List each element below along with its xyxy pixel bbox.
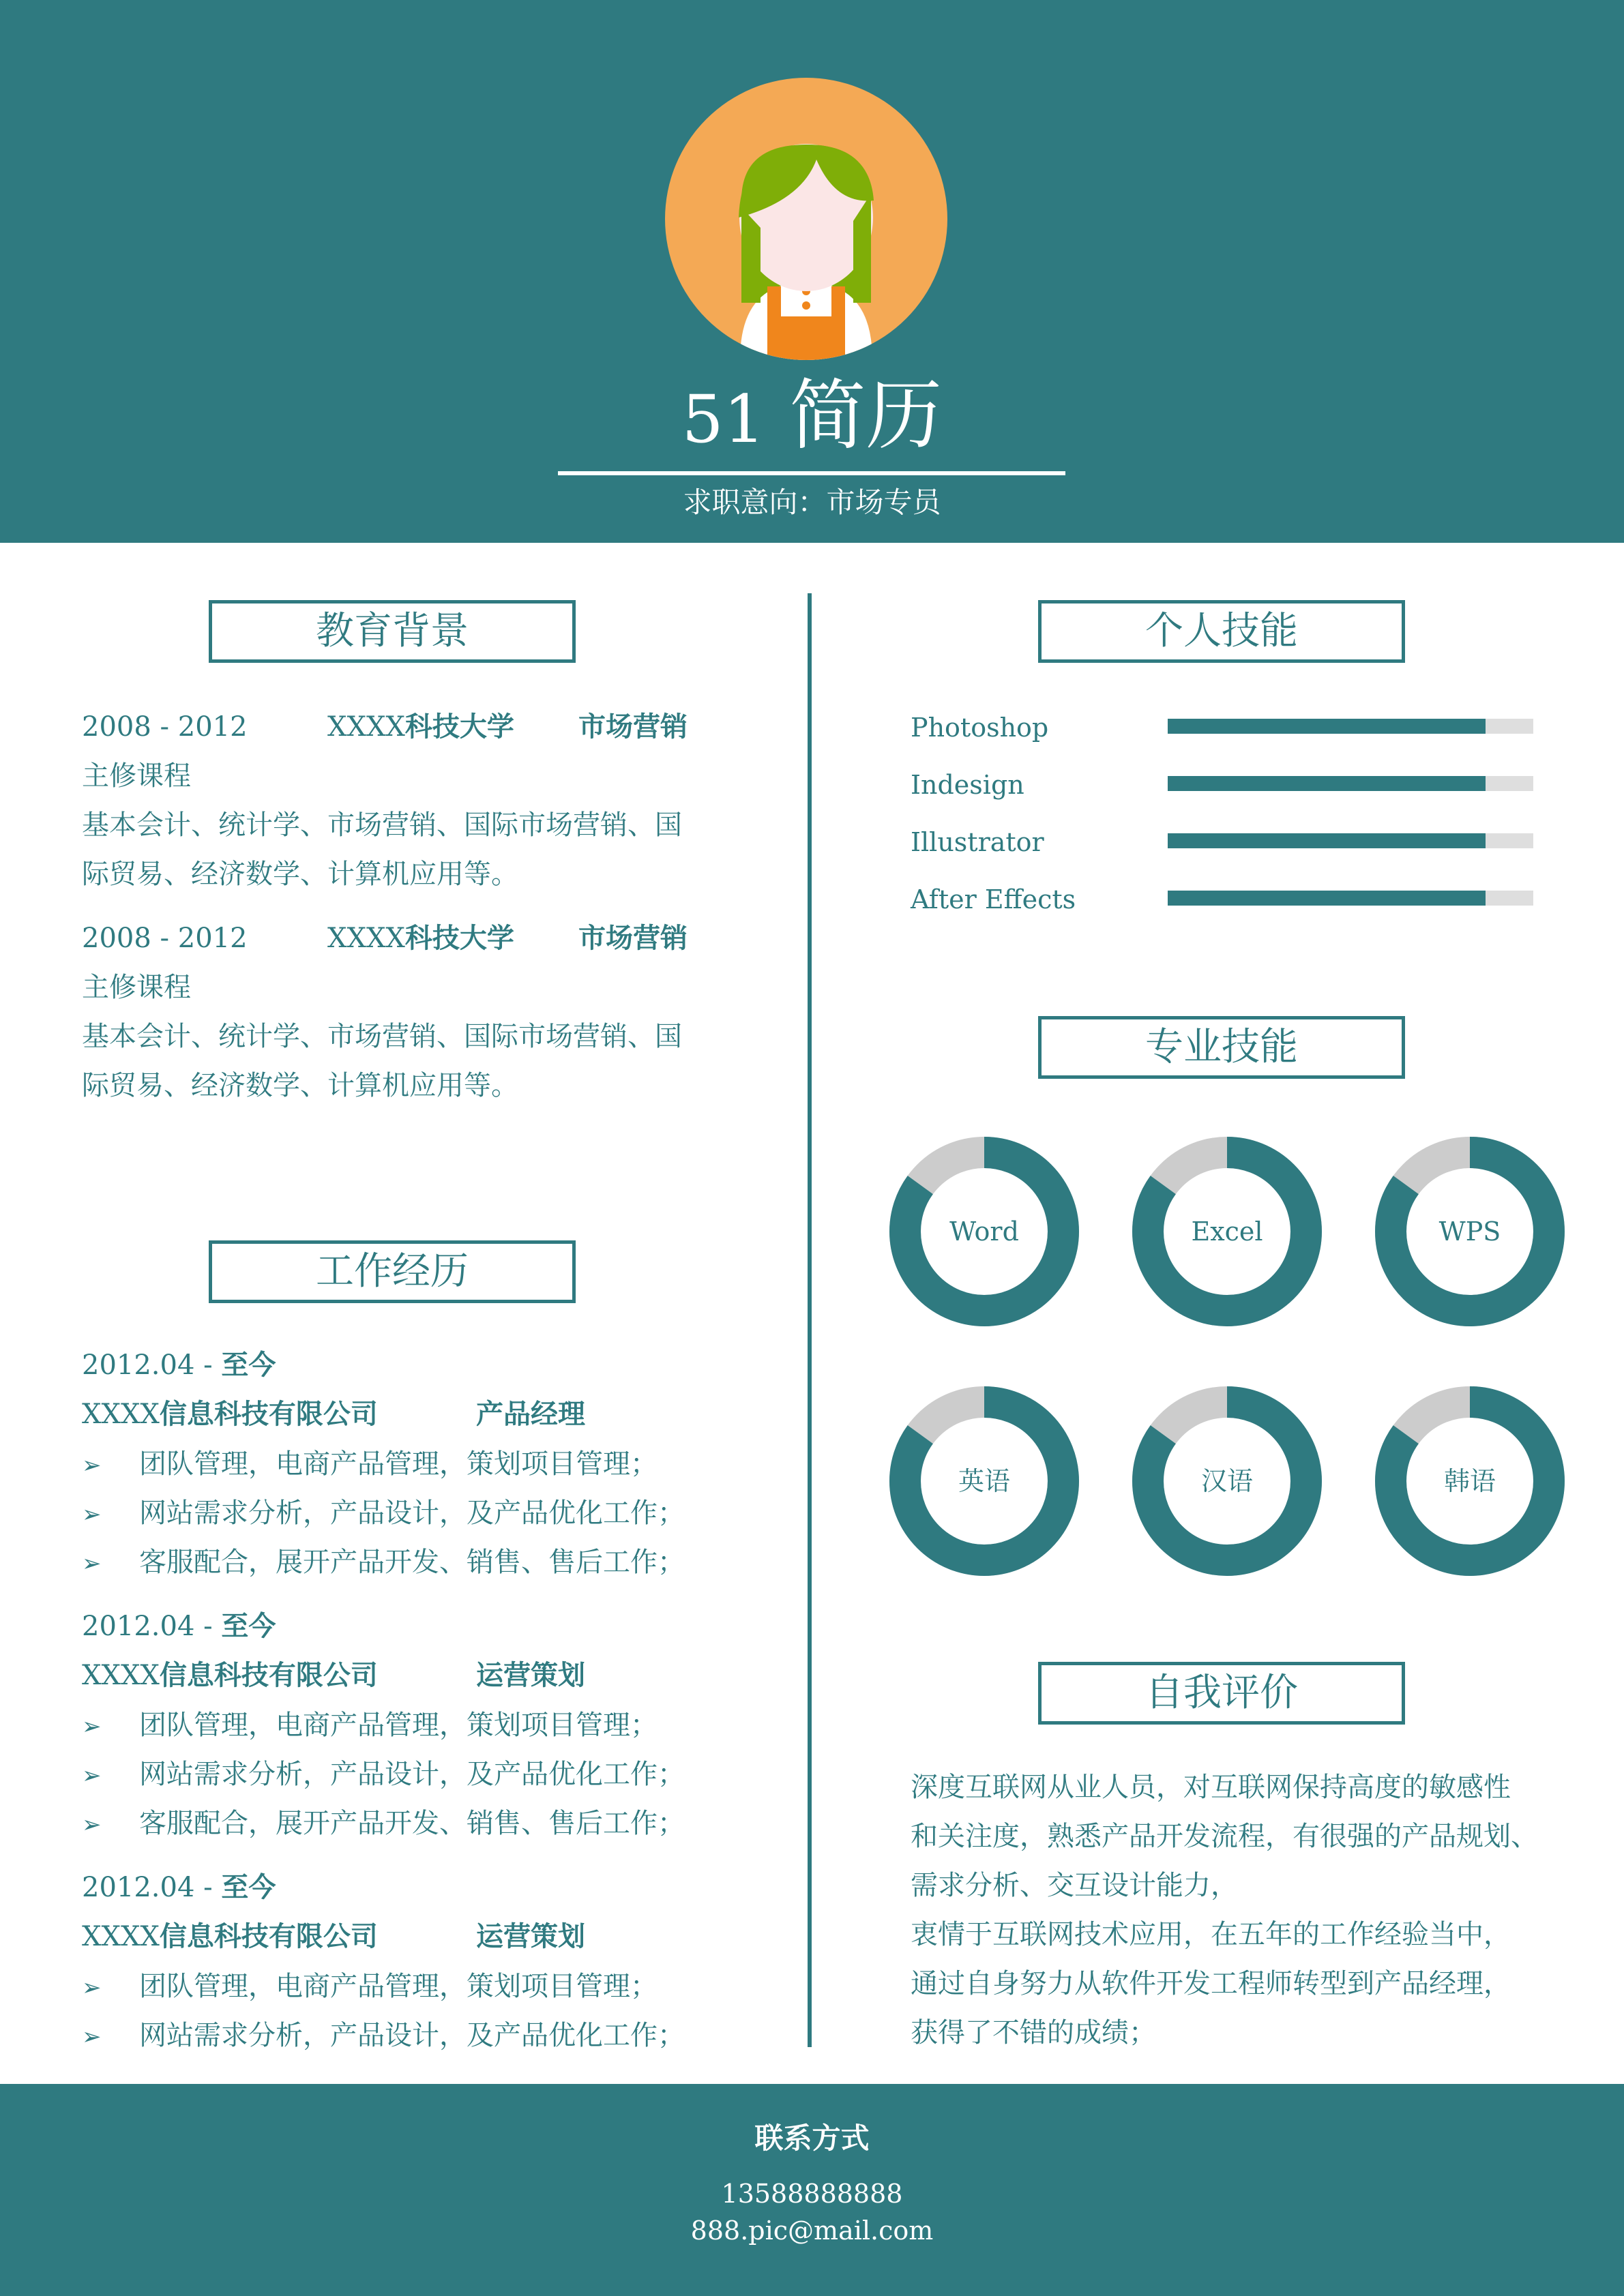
skill-bar-fill <box>1168 891 1486 906</box>
arrow-bullet-icon: ➢ <box>82 1452 102 1479</box>
courses-text-line-2: 际贸易、经济数学、计算机应用等。 <box>82 859 518 890</box>
skill-name: Photoshop <box>911 713 1049 743</box>
skill-bar-fill <box>1168 833 1486 848</box>
avatar <box>665 78 947 360</box>
contact-phone: 13588888888 <box>721 2179 903 2209</box>
donut-label: 韩语 <box>1443 1466 1496 1496</box>
self-eval-line: 需求分析、交互设计能力， <box>911 1870 1238 1901</box>
work-title: 工作经历 <box>209 1240 576 1303</box>
work-bullet: ➢ 团队管理，电商产品管理，策划项目管理； <box>82 1966 658 2008</box>
skill-bar <box>1168 891 1533 906</box>
work-company: XXXX信息科技有限公司 <box>82 1660 378 1691</box>
education-school: XXXX科技大学 <box>327 711 514 743</box>
education-school: XXXX科技大学 <box>327 923 514 954</box>
work-date: 2012.04 - 至今 <box>82 1611 276 1642</box>
donut-label: Excel <box>1191 1217 1263 1247</box>
skill-donut-1 <box>889 1136 1080 1327</box>
self-eval-line: 获得了不错的成绩； <box>911 2017 1156 2048</box>
work-role: 运营策划 <box>476 1660 585 1691</box>
skill-donut-4 <box>889 1386 1080 1577</box>
skill-bar <box>1168 833 1533 848</box>
arrow-bullet-icon: ➢ <box>82 1811 102 1838</box>
contact-title: 联系方式 <box>754 2121 870 2155</box>
skill-bar-fill <box>1168 776 1486 791</box>
education-major: 市场营销 <box>578 711 688 743</box>
work-role: 运营策划 <box>476 1921 585 1952</box>
donut-label: 英语 <box>958 1466 1011 1496</box>
work-date: 2012.04 - 至今 <box>82 1350 276 1381</box>
skill-donut-6 <box>1374 1386 1565 1577</box>
arrow-bullet-icon: ➢ <box>82 2023 102 2051</box>
pro-skills-title: 专业技能 <box>1038 1016 1405 1079</box>
self-eval-line: 深度互联网从业人员，对互联网保持高度的敏感性 <box>911 1772 1511 1803</box>
skill-bar-fill <box>1168 719 1486 734</box>
work-bullet: ➢ 团队管理，电商产品管理，策划项目管理； <box>82 1444 658 1486</box>
arrow-bullet-icon: ➢ <box>82 1974 102 2001</box>
contact-email: 888.pic@mail.com <box>690 2216 934 2246</box>
skill-donut-2 <box>1132 1136 1323 1327</box>
work-bullet: ➢ 网站需求分析，产品设计，及产品优化工作； <box>82 2015 685 2057</box>
skill-donut-5 <box>1132 1386 1323 1577</box>
work-company: XXXX信息科技有限公司 <box>82 1921 378 1952</box>
courses-label: 主修课程 <box>82 760 191 792</box>
skill-bar <box>1168 776 1533 791</box>
skill-bar <box>1168 719 1533 734</box>
education-title: 教育背景 <box>209 600 576 663</box>
header <box>0 0 1624 543</box>
work-bullet: ➢ 团队管理，电商产品管理，策划项目管理； <box>82 1705 658 1747</box>
job-target: 求职意向：市场专员 <box>683 486 941 519</box>
donut-label: WPS <box>1438 1217 1501 1247</box>
arrow-bullet-icon: ➢ <box>82 1550 102 1577</box>
skill-name: Illustrator <box>911 827 1044 857</box>
arrow-bullet-icon: ➢ <box>82 1762 102 1789</box>
courses-text-line-1: 基本会计、统计学、市场营销、国际市场营销、国 <box>82 809 682 841</box>
self-eval-line: 通过自身努力从软件开发工程师转型到产品经理， <box>911 1968 1511 1999</box>
work-bullet: ➢ 网站需求分析，产品设计，及产品优化工作； <box>82 1493 685 1535</box>
skill-name: After Effects <box>911 884 1076 914</box>
name-number: 51 <box>681 381 765 458</box>
resume-name <box>0 368 1624 467</box>
work-bullet: ➢ 客服配合，展开产品开发、销售、售后工作； <box>82 1803 685 1845</box>
education-date: 2008 - 2012 <box>82 923 248 954</box>
work-role: 产品经理 <box>476 1399 585 1430</box>
name-text: 简历 <box>789 372 943 460</box>
work-bullet: ➢ 客服配合，展开产品开发、销售、售后工作； <box>82 1542 685 1584</box>
donut-label: Word <box>949 1217 1019 1247</box>
education-major: 市场营销 <box>578 923 688 954</box>
work-bullet: ➢ 网站需求分析，产品设计，及产品优化工作； <box>82 1754 685 1796</box>
header-divider <box>558 471 1065 475</box>
courses-label: 主修课程 <box>82 972 191 1003</box>
self-eval-line: 衷情于互联网技术应用，在五年的工作经验当中， <box>911 1919 1511 1950</box>
courses-text-line-1: 基本会计、统计学、市场营销、国际市场营销、国 <box>82 1021 682 1052</box>
courses-text-line-2: 际贸易、经济数学、计算机应用等。 <box>82 1070 518 1101</box>
education-date: 2008 - 2012 <box>82 711 248 743</box>
self-eval-line: 和关注度，熟悉产品开发流程，有很强的产品规划、 <box>911 1821 1538 1852</box>
work-company: XXXX信息科技有限公司 <box>82 1399 378 1430</box>
self-eval-title: 自我评价 <box>1038 1662 1405 1725</box>
self-eval-text <box>911 1763 1586 2057</box>
personal-skills-title: 个人技能 <box>1038 600 1405 663</box>
arrow-bullet-icon: ➢ <box>82 1713 102 1740</box>
column-divider <box>808 593 812 2047</box>
footer <box>0 2084 1624 2296</box>
donut-label: 汉语 <box>1200 1466 1254 1496</box>
work-date: 2012.04 - 至今 <box>82 1872 276 1903</box>
skill-donut-3 <box>1374 1136 1565 1327</box>
arrow-bullet-icon: ➢ <box>82 1501 102 1528</box>
skill-name: Indesign <box>911 770 1024 800</box>
